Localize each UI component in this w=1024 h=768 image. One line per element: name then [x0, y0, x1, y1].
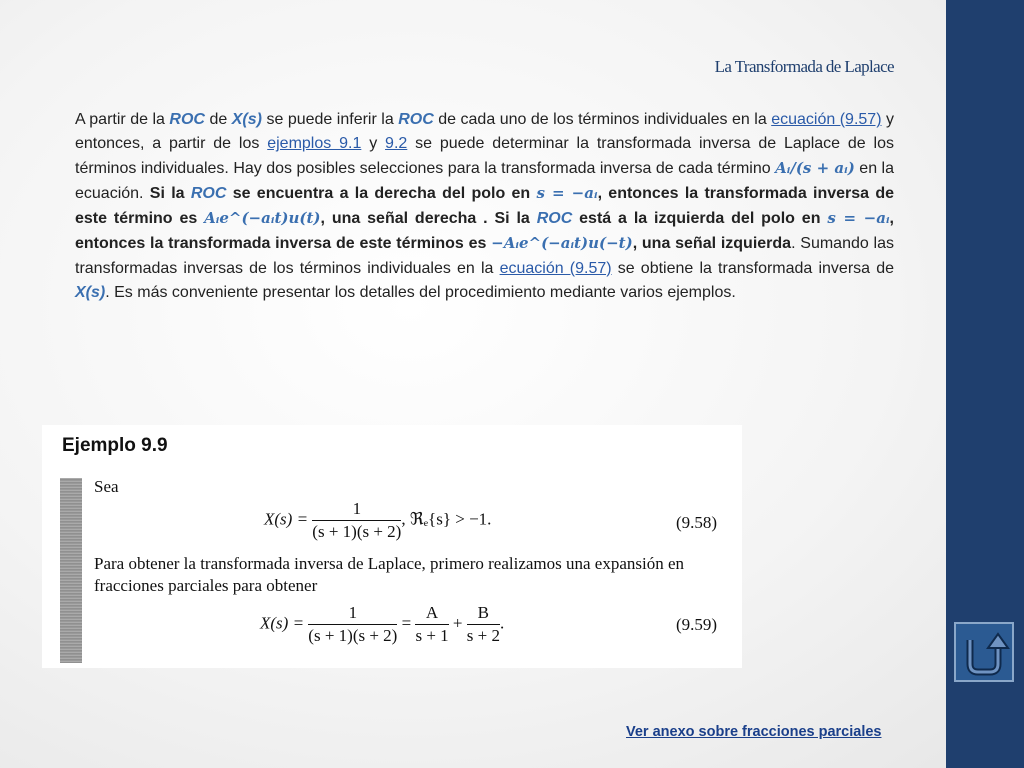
text-run: de [204, 111, 232, 128]
example-image [42, 425, 742, 668]
text-run: se obtiene la transformada inversa de [611, 259, 895, 277]
link-ejemplo-92[interactable]: 9.2 [385, 135, 408, 153]
math-left-signal: −Aᵢe^(−aᵢt)u(−t) [491, 234, 633, 253]
example-paragraph: Para obtener la transformada inversa de Laplace, primero realizamos una expansión en fracciones parciales para obtener [94, 554, 685, 595]
bold-run: , entonces la transformada inversa de este términos es [75, 210, 894, 253]
bold-run: se encuentra a la derecha del polo en [226, 185, 537, 203]
eq2-equals: = [401, 613, 412, 633]
link-ejemplos-91[interactable]: ejemplos 9.1 [267, 135, 362, 153]
example-sea: Sea [94, 477, 119, 496]
example-title: Ejemplo 9.9 [62, 435, 168, 456]
eq1-fraction [312, 499, 401, 542]
eq2-numerator: 1 [308, 603, 397, 625]
eq2-plus: + [452, 613, 463, 633]
text-run: . Es más conveniente presentar los detalles del procedimiento mediante varios ejemplos. [105, 283, 736, 301]
text-run: de cada uno de los términos individuales en la [433, 111, 772, 128]
math-term: Aᵢ/(s + aᵢ) [775, 159, 855, 178]
eq2-denominator: (s + 1)(s + 2) [308, 626, 398, 645]
eq2-fraction-b [467, 603, 500, 646]
eq-number-958: (9.58) [676, 513, 718, 532]
bold-run: está a la izquierda del polo en [572, 210, 828, 228]
eq1-lhs: X(s) = [264, 509, 309, 529]
eq2-dot: . [499, 613, 505, 633]
eq2-a-numerator: A [415, 603, 448, 625]
text-run: y [361, 135, 386, 153]
text-run: . Sumando las transformadas inversas de los términos individuales en la [75, 235, 895, 277]
bold-run: , una señal izquierda [632, 235, 792, 253]
math-right-signal: Aᵢe^(−aᵢt)u(t) [204, 209, 321, 228]
eq1-numerator: 1 [312, 499, 401, 521]
eq2-a-denominator: s + 1 [415, 626, 449, 645]
return-arrow-icon [956, 624, 1012, 680]
eq1-denominator: (s + 1)(s + 2) [312, 522, 402, 541]
roc-term: ROC [398, 111, 434, 128]
link-ecuacion-957[interactable]: ecuación (9.57) [771, 111, 882, 128]
main-paragraph [75, 108, 894, 305]
roc-term: ROC [190, 185, 227, 203]
bold-run: Si la [149, 185, 191, 203]
math-pole: s = −aᵢ [827, 209, 890, 228]
eq-number-959: (9.59) [676, 615, 718, 634]
eq1-roc: , ℜₑ{s} > −1. [401, 509, 492, 529]
text-run: en la ecuación. [75, 160, 894, 203]
example-margin-bar [60, 478, 82, 663]
roc-term: ROC [536, 210, 573, 228]
bold-run: , entonces la transformada inversa de este término es [75, 185, 895, 228]
math-pole: s = −aᵢ [536, 184, 598, 203]
text-run: se puede determinar la transformada inversa de Laplace de los términos individuales. Hay dos posibles selecciones para la transformada inversa de cada término [75, 135, 895, 178]
text-run: se puede inferir la [261, 111, 399, 128]
slide-title: La Transformada de Laplace [714, 57, 894, 76]
eq2-fraction-a [415, 603, 448, 646]
eq2-lhs: X(s) = [260, 613, 305, 633]
eq2-fraction [308, 603, 397, 646]
return-button[interactable] [954, 622, 1014, 682]
eq2-b-denominator: s + 2 [466, 626, 500, 645]
annex-link[interactable]: Ver anexo sobre fracciones parciales [626, 724, 882, 740]
roc-term: ROC [169, 111, 205, 128]
equation-959 [260, 603, 504, 646]
xs-term: X(s) [231, 111, 262, 128]
text-run: A partir de la [75, 111, 170, 128]
link-ecuacion-957[interactable]: ecuación (9.57) [499, 259, 612, 277]
sidebar-bar [946, 0, 1024, 768]
text-run: y entonces, a partir de los [75, 111, 895, 153]
equation-958 [264, 499, 491, 542]
bold-run: , una señal derecha . Si la [320, 210, 537, 228]
eq2-b-numerator: B [467, 603, 500, 625]
xs-term: X(s) [75, 283, 106, 301]
